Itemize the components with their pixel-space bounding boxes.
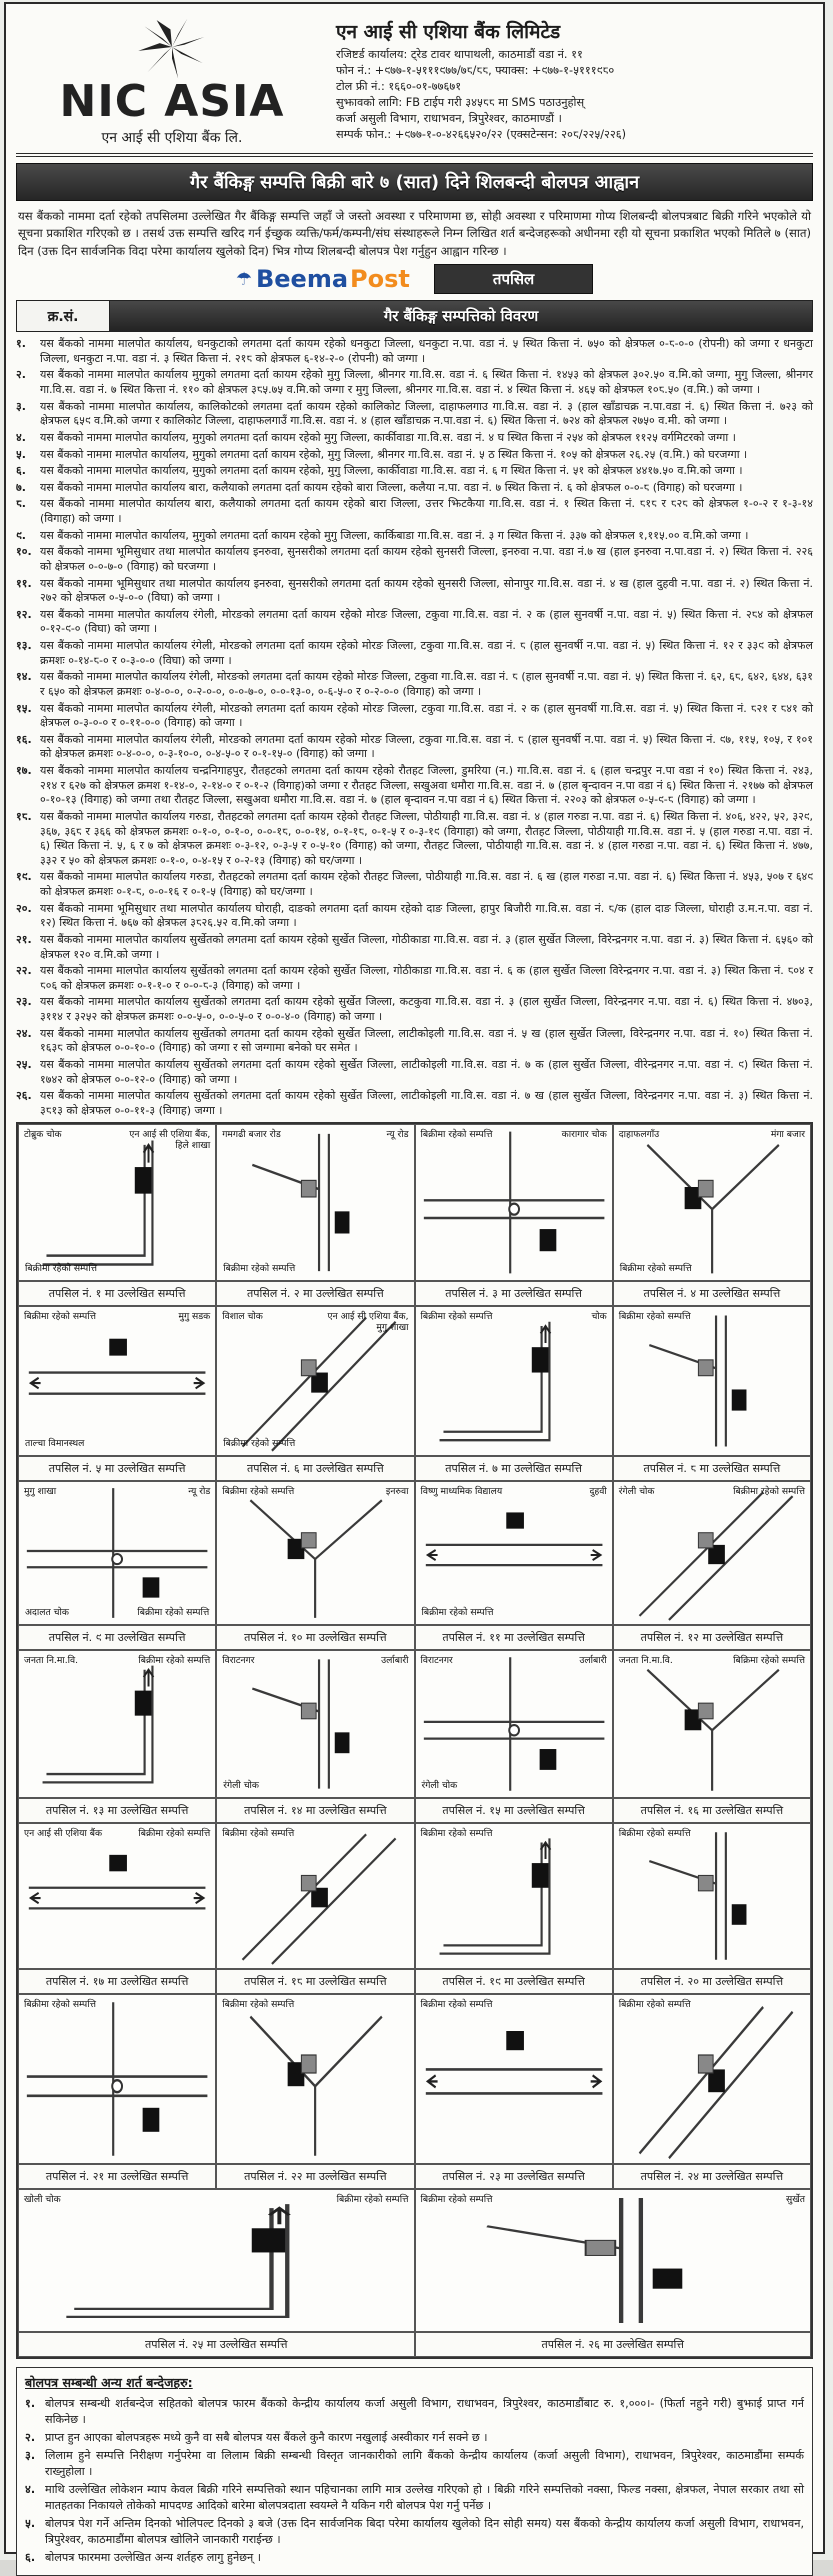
property-item-text: यस बैंकको नाममा मालपोत कार्यालय सुर्खेतको लगतमा दर्ता कायम रहेको सुर्खेत जिल्ला, गोठीकाडा गा.वि.स. वडा नं. ६ क (हाल सुर्खेत जिल्ला विरेन्द्रनगर न.पा. वडा नं. ३) स्थित कित्ता नं. ८०४ र ८०६ को क्षेत्रफल क्रमशः ०-१-१-० र ०-०-८-३ (विगाह) को जग्गा । [40,964,813,992]
bank-contact-lines [336,47,807,143]
map-sketch [217,1125,413,1280]
stamp-row [16,264,813,294]
map-sketch [614,1824,810,1968]
map-label: बिक्रीमा रहेको सम्पत्ति [733,1486,805,1498]
bank-contact-line: सुझावको लागि: FB टाईप गरी ३४५८८ मा SMS पठाउनुहोस् [336,96,585,109]
map-label: बिक्रीमा रहेको सम्पत्ति [420,1129,493,1141]
property-item [16,764,813,808]
table-header [16,300,813,332]
property-item-number: १८. [16,809,32,823]
map-caption: तपसिल नं. १६ मा उल्लेखित सम्पत्ति [613,1798,811,1823]
map-label: बिक्रीमा रहेको सम्पत्ति [24,1999,96,2011]
location-map [415,1124,613,1281]
property-item-text: यस बैंकको नाममा मालपोत कार्यालय बारा, कलैयाको लगतमा दर्ता कायम रहेको बारा जिल्ला, कलैया न.पा. वडा नं. ७ स्थित कित्ता नं. ६ को क्षेत्रफल ०-०-८ (विगाह) को घरजग्गा । [40,480,743,494]
property-item [16,337,813,366]
bank-header [16,10,813,157]
map-caption: तपसिल नं. २६ मा उल्लेखित सम्पत्ति [415,2332,812,2357]
tapasil-label: तपसिल [434,264,593,294]
property-item-number: २२. [16,964,32,978]
property-item-number: १. [16,337,26,351]
location-map [415,2189,812,2332]
term-number: २. [25,2431,36,2445]
map-caption: तपसिल नं. २३ मा उल्लेखित सम्पत्ति [415,2164,613,2189]
map-label: न्यू रोड [386,1129,409,1141]
map-label: बिक्रीमा रहेको सम्पत्ति [336,2194,409,2206]
location-map [613,1650,811,1798]
map-label: रंगेली चोक [618,1486,655,1498]
map-label: बिक्रीमा रहेको सम्पत्ति [223,1437,296,1449]
map-label: बिक्रीमा रहेको सम्पत्ति [222,1999,295,2011]
property-marker [506,1513,524,1529]
property-item-number: १३. [16,639,32,653]
map-caption: तपसिल नं. २२ मा उल्लेखित सम्पत्ति [216,2164,414,2189]
property-item-number: ७. [16,480,26,494]
map-label: उर्लाबारी [381,1655,409,1667]
property-marker [531,1864,548,1889]
term-item [25,2482,804,2514]
map-label: रंगेली चोक [223,1779,259,1791]
term-number: १. [25,2397,36,2411]
property-marker [539,1229,556,1251]
location-map [613,1823,811,1969]
property-item-number: १७. [16,764,32,778]
property-item [16,431,813,446]
map-caption: तपसिल नं. १९ मा उल्लेखित सम्पत्ति [415,1969,613,1994]
location-map [415,1306,613,1456]
map-caption: तपसिल नं. ६ मा उल्लेखित सम्पत्ति [216,1456,414,1481]
map-label: एन आई सी एशिया बैंक [24,1828,103,1840]
term-text: प्राप्त हुन आएका बोलपत्रहरू मध्ये कुनै वा सबै बोलपत्र यस बैंकले कुनै कारण नखुलाई अस्वीकार गर्न सक्ने छ । [45,2431,488,2445]
map-caption: तपसिल नं. १० मा उल्लेखित सम्पत्ति [216,1625,414,1650]
property-item-number: १२. [16,607,32,621]
property-item-text: यस बैंकको नाममा भूमिसुधार तथा मालपोत कार्यालय घोराही, दाङको लगतमा दर्ता कायम रहेको दाङ जिल्ला, हापुर बिजौरी गा.वि.स. वडा नं. ८/क (हाल दाङ जिल्ला, घोराही उ.म.न.पा. वडा नं. १२) स्थित कित्ता नं. ७६७ को क्षेत्रफल ३८२६.५२ व.मि.को जग्गा । [40,901,813,930]
property-item-text: यस बैंकको नाममा मालपोत कार्यालय, मुगुको लगतमा दर्ता कायम रहेको, मुगु जिल्ला, कार्कीवाडा गा.वि.स. वडा नं. ६ ग स्थित कित्ता नं. ५१ को क्षेत्रफल ४४१७.५० व.मि.को जग्गा । [40,464,743,478]
location-map [613,1306,811,1456]
property-item-number: २४. [16,1026,32,1040]
map-sketch [614,1125,810,1280]
term-number: ६. [25,2550,36,2564]
property-item-text: यस बैंकको नाममा मालपोत कार्यालय गरुडा, रौतहटको लगतमा दर्ता कायम रहेको रौतहट जिल्ला, पोठीयाही गा.वि.स. वडा नं. ४ (हाल गरुडा न.पा. वडा नं. ६) स्थित कित्ता नं. ४०६, ४२२, ५२, ३२९, ३६७, ३६८ र ३६६ को क्षेत्रफल क्रमशः ०-१-०, ०-१-०, ०-०-१८, ०-०-१४, ०-१-१८, ०-१-५ र ०-३-१९ (विगाहा) को जग्गा, रौतहट जिल्ला, पोठीयाही गा.वि.स. वडा नं. ५ (हाल गरुडा न.पा. वडा नं. ६) स्थित कित्ता नं. ५, ६ र ७ को क्षेत्रफल क्रमशः ०-३-१२, ०-३-५ र ०-५-१० (विगाह) को जग्गा, रौतहट जिल्ला, पोठीयाही गा.वि.स. वडा नं. ४ (हाल गरुडा न.पा. वडा नं. ६) स्थित कित्ता नं. ४७७, ३३२ र ५० को क्षेत्रफल क्रमशः ०-१-०, ०-४-१५ र ०-२-१३ (विगाह) को घर/जग्गा । [40,809,813,867]
term-item [25,2550,804,2566]
property-item-number: १९. [16,870,32,884]
notice-title: गैर बैंकिङ्ग सम्पत्ति बिक्री बारे ७ (सात) दिने शिलबन्दी बोलपत्र आह्वान [16,163,813,201]
map-sketch [217,1995,413,2163]
property-item [16,497,813,526]
pinwheel-star-icon [133,14,211,80]
map-label: खोली चोक [24,2194,61,2206]
location-map [216,1650,414,1798]
property-item-text: यस बैंकको नाममा मालपोत कार्यालय रंगेली, मोरङको लगतमा दर्ता कायम रहेको मोरङ जिल्ला, टकुवा गा.वि.स. वडा नं. २ क (हाल सुनवर्षी न.पा. वडा नं. ५) स्थित कित्ता नं. २८४ को क्षेत्रफल ०-१२-९-० (विघा) को जग्गा । [40,607,813,636]
map-label: बिक्रीमा रहेको सम्पत्ति [420,1311,493,1323]
map-label: बिक्रीमा रहेको सम्पत्ति [24,1311,96,1323]
property-item [16,368,813,397]
location-maps-grid [16,1122,813,2359]
notice-intro: यस बैंकको नाममा दर्ता रहेको तपसिलमा उल्लेखित गैर बैंकिङ्ग सम्पत्ति जहाँ जे जस्तो अवस्था र परिमाणमा छ, सोही अवस्था र परिमाणमा गोप्य शिलबन्दी बोलपत्रबाट बिक्री गरिने भएकोले यो सूचना प्रकाशित गरिएको छ । तसर्थ उक्त सम्पत्ति खरिद गर्न ईच्छुक व्यक्ति/फर्म/कम्पनी/संघ संस्थाहरूले निम्न लिखित शर्त बन्देजहरूको अधीनमा रही यो सूचना प्रकाशित भएको मितिले ७ (सात) दिन (उक्त दिन सार्वजनिक विदा परेमा कार्यालय खुलेको दिन) भित्र गोप्य शिलबन्दी बोलपत्र पेश गर्नुहुन आह्वान गरिन्छ । [18,209,811,258]
property-item-text: यस बैंकको नाममा मालपोत कार्यालय बारा, कलैयाको लगतमा दर्ता कायम रहेको बारा जिल्ला, उत्तर झिटकैया गा.वि.स. वडा नं. १ स्थित कित्ता नं. ८१८ र ८२८ को क्षेत्रफल १-०-२ र १-३-१४ (विगाहा) को जग्गा । [40,497,813,526]
map-caption: तपसिल नं. २५ मा उल्लेखित सम्पत्ति [18,2332,415,2357]
property-item [16,1027,813,1056]
property-item-text: यस बैंकको नाममा मालपोत कार्यालय गरुडा, रौतहटको लगतमा दर्ता कायम रहेको रौतहट जिल्ला, पोठीयाही गा.वि.स. वडा नं. ६ ख (हाल गरुडा न.पा. वडा नं. ६) स्थित कित्ता नं. ४५३, ५०७ र ६४९ को क्षेत्रफल क्रमशः ०-१-८, ०-०-१६ र ०-१-५ (विगाह) को घर/जग्गा । [40,870,813,899]
property-item-number: ४. [16,430,26,444]
map-label: गमगढी बजार रोड [222,1129,281,1141]
map-label: जनता नि.मा.वि. [618,1655,673,1667]
map-label: बिक्रीमा रहेको सम्पत्ति [223,1262,296,1274]
property-item [16,545,813,574]
map-label: एन आई सी एशिया बैंक, हिले शाखा [129,1129,211,1151]
term-item [25,2516,804,2548]
property-item [16,529,813,544]
beema-post-logo [236,265,410,293]
map-caption: तपसिल नं. ४ मा उल्लेखित सम्पत्ति [613,1281,811,1306]
property-item-text: यस बैंकको नाममा मालपोत कार्यालय, मुगुको लगतमा दर्ता कायम रहेको मुगु जिल्ला, कार्कीवाडा गा.वि.स. वडा नं. ४ घ स्थित कित्ता नं २५४ को क्षेत्रफल ११२५ वर्गमिटरको जग्गा । [40,430,736,444]
map-sketch [416,1995,612,2163]
map-caption: तपसिल नं. १२ मा उल्लेखित सम्पत्ति [613,1625,811,1650]
property-item-text: यस बैंकको नाममा मालपोत कार्यालय रंगेली, मोरङको लगतमा दर्ता कायम रहेको मोरङ जिल्ला, टकुवा गा.वि.स. वडा नं. २ क (हाल सुनवर्षी गा.वि.स. वडा नं. ५) स्थित कित्ता नं. ८२१ र ८४१ को क्षेत्रफल ०-३-०-० र ०-११-०-० (विगाह) को जग्गा । [40,701,813,730]
term-item [25,2430,804,2446]
property-item-text: यस बैंकको नाममा मालपोत कार्यालय, मुगुको लगतमा दर्ता कायम रहेको मुगु जिल्ला, कार्किबाडा गा.वि.स. वडा नं. ३ ग स्थित कित्ता नं. ३३७ को क्षेत्रफल १,११५.०० व.मि.को जग्गा । [40,528,749,542]
map-label: बिक्रीमा रहेको सम्पत्ति [618,1828,691,1840]
map-sketch [614,1651,810,1797]
property-item [16,733,813,762]
property-item-number: १०. [16,545,32,559]
property-marker [143,1578,160,1598]
location-map [18,1650,216,1798]
property-item [16,964,813,993]
property-item [16,902,813,931]
property-item-text: यस बैंकको नाममा मालपोत कार्यालय रंगेली, मोरङको लगतमा दर्ता कायम रहेको मोरङ जिल्ला, टकुवा गा.वि.स. वडा नं. ८ (हाल सुनवर्षी न.पा. वडा नं. ५) स्थित कित्ता नं. ६२, ६८, ६४२, ६४४, ६३१ र ६५० को क्षेत्रफल क्रमशः ०-४-०-०, ०-२-०-०, ०-०-७-०, ०-०-१३-०, ०-६-५-० र ०-२-०-० (विगाह) को जग्गा । [40,670,813,698]
map-label: बिक्रिमा रहेको सम्पत्ति [733,1655,805,1667]
map-label: जनता नि.मा.वि. [24,1655,79,1667]
property-item-number: ३. [16,399,26,413]
property-item [16,1089,813,1118]
term-text: माथि उल्लेखित लोकेशन म्याप केवल बिक्री गरिने सम्पत्तिको स्थान पहिचानका लागि मात्र उल्लेख गरिएको हो । बिक्री गरिने सम्पत्तिको नक्सा, फिल्ड नक्सा, क्षेत्रफल, नेपाल सरकार तथा सो मातहतका निकायले तोकेको मापदण्ड आदिको बारेमा बोलपत्रदाता स्वयम्ले नै यकिन गरी बोलपत्र पेश गर्नु पर्नेछ । [45,2482,804,2512]
map-label: विष्णु माध्यमिक विद्यालय [420,1486,503,1498]
term-number: ४. [25,2482,36,2496]
property-item-number: २०. [16,901,32,915]
map-label: अदालत चोक [25,1606,69,1618]
property-item-text: यस बैंकको नाममा मालपोत कार्यालय रंगेली, मोरङको लगतमा दर्ता कायम रहेको मोरङ जिल्ला, टकुवा गा.वि.स. वडा नं. ८ (हाल सुनवर्षी न.पा. वडा नं. ५) स्थित कित्ता नं. ९७, ११५, १०५, र १०१ को क्षेत्रफल क्रमशः ०-४-०-०, ०-३-१०-०, ०-४-५-० र ०-१-१५-० (विगाह) को जग्गा । [40,732,813,761]
bank-name: एन आई सी एशिया बैंक लिमिटेड [336,20,561,43]
property-item [16,870,813,899]
map-label: विराटनगर [222,1655,255,1667]
location-map [415,1650,613,1798]
property-item-text: यस बैंकको नाममा मालपोत कार्यालय सुर्खेतको लगतमा दर्ता कायम रहेको सुर्खेत जिल्ला, कटकुवा गा.वि.स. वडा नं. ३ (हाल सुर्खेत जिल्ला, विरेन्द्रनगर न.पा. वडा नं. ६) स्थित कित्ता नं. ४७०३, ३११४ र ३२५२ को क्षेत्रफल क्रमशः ०-०-५-०, ०-०-५-० र ०-०-४-० (विगाह) को जग्गा । [40,995,813,1024]
location-map [18,1994,216,2164]
map-sketch [416,1307,612,1455]
map-caption: तपसिल नं. १ मा उल्लेखित सम्पत्ति [18,1281,216,1306]
terms-heading: बोलपत्र सम्बन्धी अन्य शर्त बन्देजहरु: [25,2375,193,2391]
map-sketch [614,1995,810,2163]
map-sketch [19,1482,215,1624]
map-caption: तपसिल नं. २ मा उल्लेखित सम्पत्ति [216,1281,414,1306]
map-caption: तपसिल नं. १४ मा उल्लेखित सम्पत्ति [216,1798,414,1823]
location-map [216,1124,414,1281]
bank-contact-line: रजिष्टर्ड कार्यालय: ट्रेड टावर थापाथली, काठमाडौं वडा नं. ११ [336,47,583,61]
sn-column-header: क्र.सं. [17,301,110,331]
map-label: उर्लाबारी [579,1655,607,1667]
property-item-number: ११. [16,576,32,590]
property-item [16,995,813,1024]
map-label: बिक्रीमा रहेको सम्पत्ति [420,2194,493,2206]
map-sketch [416,1125,612,1280]
location-map [18,1481,216,1625]
map-sketch [217,1482,413,1624]
property-marker [539,1749,556,1770]
map-sketch [19,1995,215,2163]
map-label: चोक [591,1311,607,1323]
property-item [16,481,813,496]
map-caption: तपसिल नं. १८ मा उल्लेखित सम्पत्ति [216,1969,414,1994]
property-item-number: २५. [16,1057,32,1071]
bank-contact-line: फोन नं.: +९७७-१-५१११९७७/७८/८८, फ्याक्स: +९७७-१-५१११९८० [336,63,615,77]
map-label: बिक्रीमा रहेको सम्पत्ति [619,1262,692,1274]
property-item-number: १५. [16,701,32,715]
property-item-number: ९. [16,528,26,542]
map-caption: तपसिल नं. १५ मा उल्लेखित सम्पत्ति [415,1798,613,1823]
location-map [216,1481,414,1625]
bank-logo [22,14,322,147]
map-label: टोब्रुक चोक [24,1129,62,1141]
property-item-text: यस बैंकको नाममा मालपोत कार्यालय सुर्खेतको लगतमा दर्ता कायम रहेको सुर्खेत जिल्ला, लाटीकोइली गा.वि.स. वडा नं. ५ ख (हाल सुर्खेत जिल्ला, विरेन्द्रनगर न.पा. वडा नं. १०) स्थित कित्ता नं. १६३८ को क्षेत्रफल ०-०-१०-० (विगाह) को जग्गा र सो जग्गामा बनेको घर समेत । [40,1026,813,1055]
map-caption: तपसिल नं. २१ मा उल्लेखित सम्पत्ति [18,2164,216,2189]
map-sketch [19,1824,215,1968]
map-sketch [614,1482,810,1624]
property-item-number: ८. [16,497,26,511]
property-marker [732,1390,747,1411]
property-item-number: २३. [16,995,32,1009]
property-item-number: ५. [16,447,26,461]
location-map [415,1994,613,2164]
map-label: दुहवी [589,1486,607,1498]
property-marker [143,2108,160,2132]
map-sketch [614,1307,810,1455]
term-item [25,2448,804,2480]
map-caption: तपसिल नं. २४ मा उल्लेखित सम्पत्ति [613,2164,811,2189]
location-map [415,1823,613,1969]
property-item [16,670,813,699]
map-label: विशाल चोक [222,1311,263,1323]
property-marker [252,2229,286,2253]
map-label: विराटनगर [420,1655,453,1667]
property-marker [135,1167,152,1194]
terms-section [16,2367,813,2576]
property-item [16,448,813,463]
property-item [16,933,813,962]
location-map [216,1306,414,1456]
umbrella-icon: ☂ [235,268,252,290]
property-marker [335,1733,350,1754]
map-sketch [19,2190,414,2331]
property-list [16,337,813,1118]
property-item [16,464,813,479]
map-sketch [217,1651,413,1797]
property-item-text: यस बैंकको नाममा भूमिसुधार तथा मालपोत कार्यालय इनरुवा, सुनसरीको लगतमा दर्ता कायम रहेको सुनसरी जिल्ला, इनरुवा न.पा. वडा नं.७ ख (हाल इनरुवा न.पा.वडा नं. २) स्थित कित्ता नं. २२६ को क्षेत्रफल ०-०-७-० (विगाह) को घरजग्गा । [40,545,813,573]
property-marker [109,1855,127,1871]
property-item-text: यस बैंकको नाममा मालपोत कार्यालय मुगुको लगतमा दर्ता कायम रहेको मुगु जिल्ला, श्रीनगर गा.वि.स. वडा नं. ६ स्थित कित्ता नं. १४५३ को क्षेत्रफल ३०२.५० व.मि.को जग्गा, मुगु जिल्ला, श्रीनगर गा.वि.स. वडा नं. ७ स्थित कित्ता नं. ११० को क्षेत्रफल ३८५.७५ व.मि.को जग्गा र मुगु जिल्ला, श्रीनगर गा.वि.स. वडा नं. ४ स्थित कित्ता नं. ४६५ को क्षेत्रफल १०८.५० (व.मि.) को जग्गा । [40,368,813,397]
terms-list [25,2396,804,2565]
property-item-text: यस बैंकको नाममा भूमिसुधार तथा मालपोत कार्यालय इनरुवा, सुनसरीको लगतमा दर्ता कायम रहेको सुनसरी जिल्ला, सोनापुर गा.वि.स. वडा नं. ४ ख (हाल दुहवी न.पा. वडा नं. २) स्थित कित्ता नं. २७२ को क्षेत्रफल ०-५-०-० (विघा) को जग्गा । [40,576,813,605]
property-marker [135,1691,152,1716]
map-label: मुगु सडक [178,1311,211,1323]
property-item [16,810,813,869]
map-label: बिक्रीमा रहेको सम्पत्ति [421,1606,494,1618]
property-marker [335,1212,350,1234]
property-item [16,639,813,668]
auction-notice-ad [4,2,825,2564]
map-sketch [416,1651,612,1797]
map-label: बिक्रीमा रहेको सम्पत्ति [618,1999,691,2011]
term-number: ५. [25,2516,36,2530]
map-caption: तपसिल नं. ८ मा उल्लेखित सम्पत्ति [613,1456,811,1481]
map-label: बिक्रीमा रहेको सम्पत्ति [420,1828,493,1840]
map-caption: तपसिल नं. १७ मा उल्लेखित सम्पत्ति [18,1969,216,1994]
location-map [216,1994,414,2164]
location-map [18,1306,216,1456]
property-item-number: २. [16,368,26,382]
term-number: ३. [25,2449,36,2463]
bank-contact-line: टोल फ्री नं.: १६६०-०१-७७६७१ [336,79,462,93]
map-label: बिक्रीमा रहेको सम्पत्ति [618,1311,691,1323]
map-sketch [416,2190,811,2331]
map-label: मंगा बजार [770,1129,805,1141]
detail-column-header: गैर बैंकिङ्ग सम्पत्तिको विवरण [110,301,812,331]
property-item [16,702,813,731]
location-map [18,2189,415,2332]
location-map [216,1823,414,1969]
property-item-text: यस बैंकको नाममा मालपोत कार्यालय, मुगुको लगतमा दर्ता कायम रहेको, मुगु जिल्ला, श्रीनगर गा.वि.स. वडा नं. ५ ठ स्थित कित्ता नं. १०५ को क्षेत्रफल २६.२५ (व.मि.) को घरजग्गा । [40,447,748,461]
map-sketch [416,1824,612,1968]
map-label: दाहाफलगाँउ [618,1129,660,1141]
map-caption: तपसिल नं. ५ मा उल्लेखित सम्पत्ति [18,1456,216,1481]
property-item-text: यस बैंकको नाममा मालपोत कार्यालय, धनकुटाको लगतमा दर्ता कायम रहेको धनकुटा जिल्ला, धनकुटा न.पा. वडा नं. ५ स्थित कित्ता नं. ७५० को क्षेत्रफल ०-८-०-० (रोपनी) को जग्गा र धनकुटा जिल्ला, धनकुटा न.पा. वडा नं. ३ स्थित कित्ता नं. २१८ को क्षेत्रफल ६-१४-२-० (रोपनी) को जग्गा । [40,337,813,365]
map-sketch [217,1824,413,1968]
map-caption: तपसिल नं. ३ मा उल्लेखित सम्पत्ति [415,1281,613,1306]
property-item-text: यस बैंकको नाममा मालपोत कार्यालय चन्द्रनिगाहपुर, रौतहटको लगतमा दर्ता कायम रहेको रौतहट जिल्ला, डुमरिया (न.) गा.वि.स. वडा नं. ६ (हाल चन्द्रपुर न.पा वडा नं १०) स्थित कित्ता नं. २४३, २१४ र ६२७ को क्षेत्रफल क्रमश १-१४-०, २-१४-० र ०-१-२ (विगाह)को जग्गा र रौतहट जिल्ला, सखुअवा धमौरा गा.वि.स. वडा नं. ७ (हाल बृन्दावन न.पा वडा नं ६) स्थित कित्ता नं. २१७७ को क्षेत्रफल ०-१०-१३ (विगाह) को जग्गा तथा रौतहट जिल्ला, सखुअवा धमौरा गा.वि.स. वडा नं. ७ (हाल बृन्दावन न.पा वडा नं ६) स्थित कित्ता नं. २२०३ को क्षेत्रफल ०-५-९-८ (विगाह) को जग्गा । [40,764,813,807]
property-item-text: यस बैंकको नाममा मालपोत कार्यालय सुर्खेतको लगतमा दर्ता कायम रहेको सुर्खेत जिल्ला, लाटीकोइली गा.वि.स. वडा नं. ७ ख (हाल सुर्खेत जिल्ला, विरेन्द्रनगर न.पा. वडा नं. ३) स्थित कित्ता नं. ३८१३ को क्षेत्रफल ०-०-११-३ (विगाह) जग्गा । [40,1089,813,1117]
map-label: इनरुवा [385,1486,409,1498]
term-text: बोलपत्र सम्बन्धी शर्तबन्देज सहितको बोलपत्र फारम बैंकको केन्द्रीय कार्यालय कर्जा असुली विभाग, राधाभवन, त्रिपुरेश्वर, काठमाडौंबाट रु. १,०००।- (फिर्ता नहुने गरी) बुझाई प्राप्त गर्न सकिनेछ । [45,2397,804,2427]
property-marker [531,1348,548,1373]
property-item-number: १४. [16,670,32,684]
property-item [16,400,813,429]
map-sketch [19,1651,215,1797]
property-item-text: यस बैंकको नाममा मालपोत कार्यालय, कालिकोटको लगतमा दर्ता कायम रहेको कालिकोट जिल्ला, दाहाफलगाउ गा.वि.स. वडा नं. ३ (हाल खाँडाचक्र न.पा.वडा नं. ६) स्थित कित्ता नं. ७२३ को क्षेत्रफल ६५९ व.मि.को जग्गा र कालिकोट जिल्ला, दाहाफलगाउँ गा.वि.स. वडा नं. ४ (हाल खाँडाचक्र न.पा.वडा नं. ६) स्थित कित्ता नं. ७२४ को क्षेत्रफल २७५० व.मी. को जग्गा । [40,399,813,428]
location-map [613,1481,811,1625]
location-map [18,1124,216,1281]
map-label: कारागार चोक [561,1129,607,1141]
property-item-text: यस बैंकको नाममा मालपोत कार्यालय सुर्खेतको लगतमा दर्ता कायम रहेको सुर्खेत जिल्ला, लाटीकोइली गा.वि.स. वडा नं. ७ क (हाल सुर्खेत जिल्ला, वीरेन्द्रनगर न.पा. वडा नं. ९) स्थित कित्ता नं. १७४२ को क्षेत्रफल ०-०-१२-० (विगाह) को जग्गा । [40,1057,813,1086]
post-wordmark: Post [350,265,410,294]
property-item [16,577,813,606]
location-map [18,1823,216,1969]
property-item [16,1058,813,1087]
property-item-number: २६. [16,1089,32,1103]
map-label: रंगेली चोक [421,1779,458,1791]
property-marker [109,1339,127,1356]
term-text: लिलाम हुने सम्पत्ति निरीक्षण गर्नुपरेमा वा लिलाम बिक्री सम्बन्धी विस्तृत जानकारीको लागि बैंकको केन्द्रीय कार्यालय (कर्जा असुली विभाग), राधाभवन, त्रिपुरेश्वर, काठमाडौंमा सम्पर्क राख्नुहोला । [45,2449,804,2479]
brand-wordmark: NIC ASIA [59,76,285,127]
map-caption: तपसिल नं. १३ मा उल्लेखित सम्पत्ति [18,1798,216,1823]
bank-contact-info [336,18,807,143]
property-item-text: यस बैंकको नाममा मालपोत कार्यालय रंगेली, मोरङको लगतमा दर्ता कायम रहेको मोरङ जिल्ला, टकुवा गा.वि.स. वडा नं. ८ (हाल सुनवर्षी न.पा. वडा नं. ५) स्थित कित्ता नं. १२ र ३३९ को क्षेत्रफल क्रमशः ०-१४-८-० र ०-३-०-० (विघा) को जग्गा । [40,639,813,667]
property-marker [652,2269,682,2289]
term-text: बोलपत्र फारममा उल्लेखित अन्य शर्तहरु लागु हुनेछन् । [45,2550,262,2564]
map-label: बिक्रीमा रहेको सम्पत्ति [138,1655,211,1667]
term-text: बोलपत्र पेश गर्ने अन्तिम दिनको भोलिपल्ट दिनको ३ बजे (उक्त दिन सार्वजनिक बिदा परेमा कार्यालय खुलेको दिन सोही समय) यस बैंकको केन्द्रीय कार्यालय कर्जा असुली विभाग, राधाभवन, त्रिपुरेश्वर, काठमाडौंमा बोलपत्र खोलिने जानकारी गराईन्छ । [45,2516,804,2546]
map-label: एन आई सी एशिया बैंक, मुगु शाखा [327,1311,409,1333]
bank-contact-line: सम्पर्क फोन.: +९७७-१-०-४२६६५२०/२२ (एक्सटेन्सन: २०८/२२५/२२६) [336,128,627,142]
map-label: सुर्खेत [786,2194,805,2206]
property-marker [506,2031,524,2050]
brand-tagline: एन आई सी एशिया बैंक लि. [101,130,243,146]
map-label: बिक्रीमा रहेको सम्पत्ति [420,1999,493,2011]
map-caption: तपसिल नं. २० मा उल्लेखित सम्पत्ति [613,1969,811,1994]
property-item-number: ६. [16,464,26,478]
map-label: बिक्रीमा रहेको सम्पत्ति [138,1828,211,1840]
map-caption: तपसिल नं. ९ मा उल्लेखित सम्पत्ति [18,1625,216,1650]
map-label: बिक्रीमा रहेको सम्पत्ति [222,1486,295,1498]
map-label: न्यू रोड [188,1486,211,1498]
property-item-text: यस बैंकको नाममा मालपोत कार्यालय सुर्खेतको लगतमा दर्ता कायम रहेको सुर्खेत जिल्ला, गोठीकाडा गा.वि.स. वडा नं. ३ (हाल सुर्खेत जिल्ला, विरेन्द्रनगर न.पा. वडा नं. ३) स्थित कित्ता नं. ६५६० को क्षेत्रफल १२० व.मि.को जग्गा । [40,932,813,961]
map-caption: तपसिल नं. ११ मा उल्लेखित सम्पत्ति [415,1625,613,1650]
map-sketch [416,1482,612,1624]
map-label: ताल्चा विमानस्थल [25,1437,85,1449]
location-map [613,1994,811,2164]
location-map [415,1481,613,1625]
property-marker [732,1905,747,1926]
location-map [613,1124,811,1281]
term-item [25,2396,804,2428]
property-item-number: २१. [16,932,32,946]
beema-wordmark: Beema [255,265,349,294]
map-label: बिक्रीमा रहेको सम्पत्ति [222,1828,295,1840]
property-item [16,608,813,637]
map-sketch [19,1307,215,1455]
bank-contact-line: कर्जा असुली विभाग, राधाभवन, त्रिपुरेश्वर, काठमाण्डौं । [336,112,562,126]
map-label: बिक्रीमा रहेको सम्पत्ति [25,1262,97,1274]
property-item-number: १६. [16,732,32,746]
map-label: मुगु शाखा [24,1486,57,1498]
map-caption: तपसिल नं. ७ मा उल्लेखित सम्पत्ति [415,1456,613,1481]
map-label: बिक्रीमा रहेको सम्पत्ति [137,1606,210,1618]
